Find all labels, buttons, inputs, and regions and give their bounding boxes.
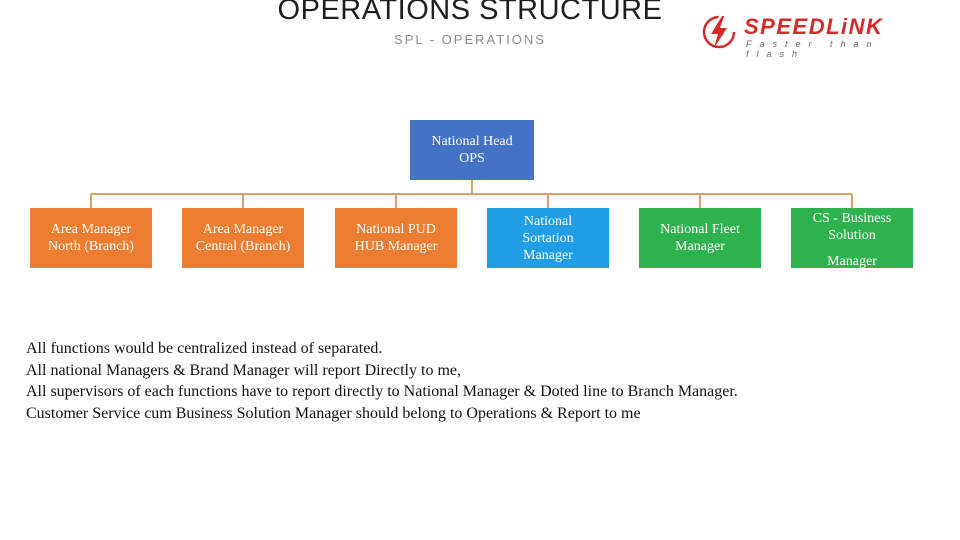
node-label-line: Solution	[828, 228, 876, 243]
node-label-line: OPS	[459, 151, 485, 166]
node-label-line: National Head	[431, 134, 513, 149]
node-label-line: North (Branch)	[48, 239, 134, 254]
note-line: All functions would be centralized instead of separated.	[26, 340, 383, 357]
node-label-line: Sortation	[522, 230, 574, 246]
node-national-sortation-manager	[487, 208, 609, 268]
node-label-line: Manager	[523, 247, 573, 263]
node-national-head-ops	[410, 120, 534, 180]
node-label-line: CS - Business	[812, 211, 892, 226]
node-label-line: Area Manager	[50, 222, 132, 237]
node-cs-business-solution-manager	[791, 208, 913, 268]
page-title: OPERATIONS STRUCTURE	[277, 0, 663, 26]
node-area-manager-north	[30, 208, 152, 268]
notes-list	[26, 338, 738, 424]
node-label-line: HUB Manager	[354, 239, 438, 254]
node-label-line: Central (Branch)	[195, 239, 291, 254]
note-line: Customer Service cum Business Solution Manager should belong to Operations & Report to me	[26, 404, 641, 422]
node-label-line: National	[523, 213, 573, 229]
page-subtitle: SPL - OPERATIONS	[394, 32, 546, 47]
node-area-manager-central	[182, 208, 304, 268]
node-label-line: Area Manager	[202, 222, 284, 237]
logo-tagline: Faster than flash	[746, 39, 880, 59]
node-label-line: Manager	[675, 239, 725, 254]
logo-brand-text: SPEEDLiNK	[744, 14, 884, 39]
node-label-line: Manager	[827, 254, 877, 269]
note-line: All national Managers & Brand Manager will report Directly to me,	[26, 361, 461, 379]
node-label-line: National Fleet	[660, 222, 740, 237]
node-national-fleet-manager	[639, 208, 761, 268]
note-line: All supervisors of each functions have to report directly to National Manager & Doted line to Branch Manager.	[26, 383, 738, 400]
node-label-line: National PUD	[356, 222, 436, 237]
node-national-pud-hub-manager	[335, 208, 457, 268]
